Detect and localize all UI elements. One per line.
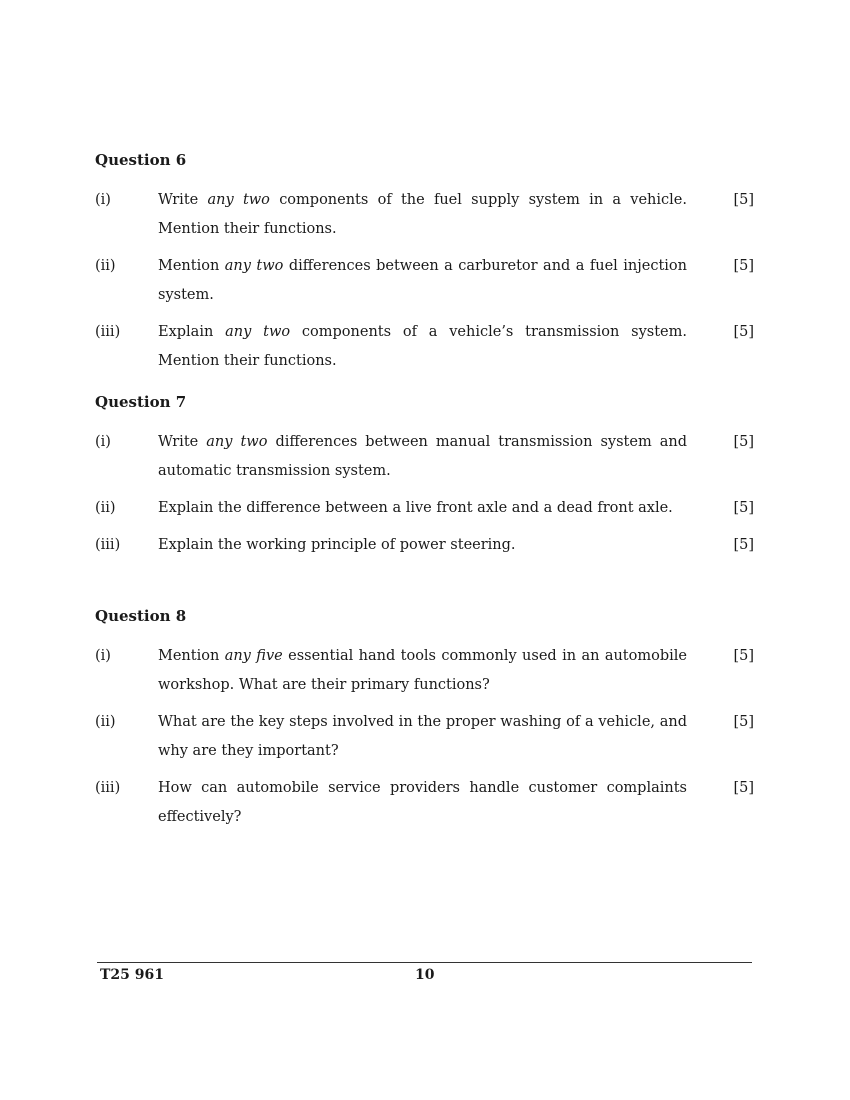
text-segment: What are the key steps involved in the proper washing of a vehicle, and why are they important? [158, 714, 687, 759]
text-segment: Explain the working principle of power steering. [158, 537, 516, 553]
question-7 [95, 392, 760, 560]
marks: [5] [733, 714, 754, 730]
question-part [95, 186, 760, 244]
part-number: (iii) [95, 537, 121, 553]
part-text [158, 531, 687, 560]
text-segment: Mention [158, 258, 225, 274]
part-text [158, 318, 687, 376]
part-number: (iii) [95, 324, 121, 340]
text-segment: differences between manual transmission system and automatic transmission system. [158, 434, 687, 479]
marks: [5] [733, 500, 754, 516]
marks: [5] [733, 648, 754, 664]
question-part [95, 642, 760, 700]
question-title: Question 8 [95, 607, 187, 625]
question-part [95, 531, 760, 560]
text-segment: Mention [158, 648, 225, 664]
question-part [95, 774, 760, 832]
emphasis-segment: any two [206, 434, 268, 450]
question-part [95, 318, 760, 376]
text-segment: components of the fuel supply system in a vehicle. Mention their functions. [158, 192, 687, 237]
part-text [158, 708, 687, 766]
question-part [95, 252, 760, 310]
text-segment: Explain [158, 324, 226, 340]
part-number: (i) [95, 648, 111, 664]
part-text [158, 774, 687, 832]
part-number: (ii) [95, 258, 116, 274]
part-number: (iii) [95, 780, 121, 796]
text-segment: essential hand tools commonly used in an automobile workshop. What are their primary functions? [158, 648, 687, 693]
question-part [95, 428, 760, 486]
part-number: (i) [95, 192, 111, 208]
question-6 [95, 150, 760, 376]
text-segment: differences between a carburetor and a fuel injection system. [158, 258, 687, 303]
emphasis-segment: any five [224, 648, 283, 664]
text-segment: Write [158, 192, 208, 208]
marks: [5] [733, 780, 754, 796]
text-segment: Explain the difference between a live front axle and a dead front axle. [158, 500, 673, 516]
emphasis-segment: any two [207, 192, 270, 208]
text-segment: components of a vehicle’s transmission system. Mention their functions. [158, 324, 687, 369]
footer-divider [97, 962, 752, 963]
marks: [5] [733, 258, 754, 274]
question-part [95, 494, 760, 523]
text-segment: How can automobile service providers handle customer complaints effectively? [158, 780, 687, 825]
emphasis-segment: any two [225, 324, 291, 340]
question-part [95, 708, 760, 766]
question-title: Question 6 [95, 151, 187, 169]
part-text [158, 494, 687, 523]
question-title: Question 7 [95, 393, 187, 411]
paper-code: T25 961 [100, 967, 164, 983]
marks: [5] [733, 192, 754, 208]
question-8 [95, 606, 760, 832]
part-number: (ii) [95, 714, 116, 730]
part-number: (i) [95, 434, 111, 450]
part-number: (ii) [95, 500, 116, 516]
part-text [158, 252, 687, 310]
part-text [158, 428, 687, 486]
marks: [5] [733, 537, 754, 553]
marks: [5] [733, 434, 754, 450]
part-text [158, 642, 687, 700]
text-segment: Write [158, 434, 207, 450]
page-number: 10 [415, 967, 435, 983]
marks: [5] [733, 324, 754, 340]
emphasis-segment: any two [224, 258, 284, 274]
part-text [158, 186, 687, 244]
